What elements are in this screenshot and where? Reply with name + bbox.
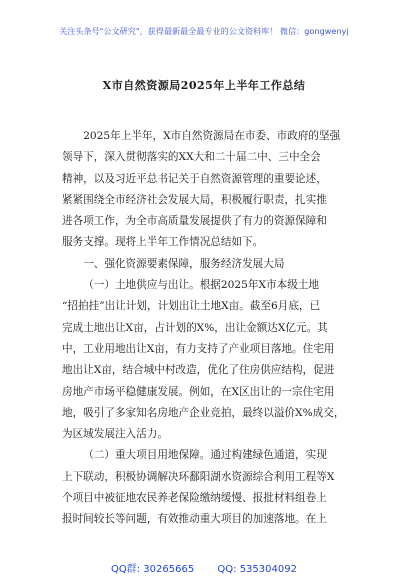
body-line: 地出让X亩，结合城中村改造，优化了住房供应结构，促进 xyxy=(62,364,335,377)
body-line: （一）土地供应与出让。根据2025年X市本级土地 xyxy=(83,279,319,292)
document-body xyxy=(62,126,346,531)
footer-qq-group: QQ群: 30265665 xyxy=(111,564,195,575)
body-line: 服务支撑。现将上半年工作情况总结如下。 xyxy=(62,236,264,249)
footer-qq: QQ: 535304092 xyxy=(217,564,297,575)
body-line: 地，吸引了多家知名房地产企业竞拍，最终以溢价X%成交， xyxy=(62,406,345,419)
body-line: 中，工业用地出让X亩，有力支持了产业项目落地。住宅用 xyxy=(62,342,335,355)
body-line: 2025年上半年，X市自然资源局在市委、市政府的坚强 xyxy=(83,130,341,142)
body-line: “招拍挂”出让计划，计划出让土地X亩。截至6月底，已 xyxy=(62,300,321,313)
body-line: 为区域发展注入活力。 xyxy=(62,428,168,441)
section-heading: 一、强化资源要素保障，服务经济发展大局 xyxy=(83,257,285,270)
body-line: （二）重大项目用地保障。通过构建绿色通道，实现 xyxy=(83,449,327,462)
document-title: X市自然资源局2025年上半年工作总结 xyxy=(102,79,306,92)
body-line: 进各项工作，为全市高质量发展提供了有力的资源保障和 xyxy=(62,215,327,228)
body-line: 上下联动，积极协调解决环鄱阳湖水资源综合利用工程等X xyxy=(62,470,335,483)
body-line: 报时间较长等问题，有效推动重大项目的加速落地。在上 xyxy=(62,513,327,526)
header-promo-note: 关注头条号"公文研究"，获得最新最全最专业的公文资料库！ 微信：gongwenyj xyxy=(59,27,349,36)
body-line: 领导下，深入贯彻落实的XX大和二十届二中、三中全会 xyxy=(62,151,321,164)
body-line: 紧紧围绕全市经济社会发展大局，积极履行职责，扎实推 xyxy=(62,193,327,206)
body-line: 精神，以及习近平总书记关于自然资源管理的重要论述， xyxy=(62,172,327,185)
body-line: 个项目中被征地农民养老保险缴纳缓慢、报批材料组卷上 xyxy=(62,492,327,505)
body-line: 完成土地出让X亩，占计划的X%，出让金额达X亿元。其 xyxy=(62,321,328,334)
footer-contact xyxy=(0,560,408,575)
body-line: 房地产市场平稳健康发展。例如，在X区出让的一宗住宅用 xyxy=(62,385,335,398)
